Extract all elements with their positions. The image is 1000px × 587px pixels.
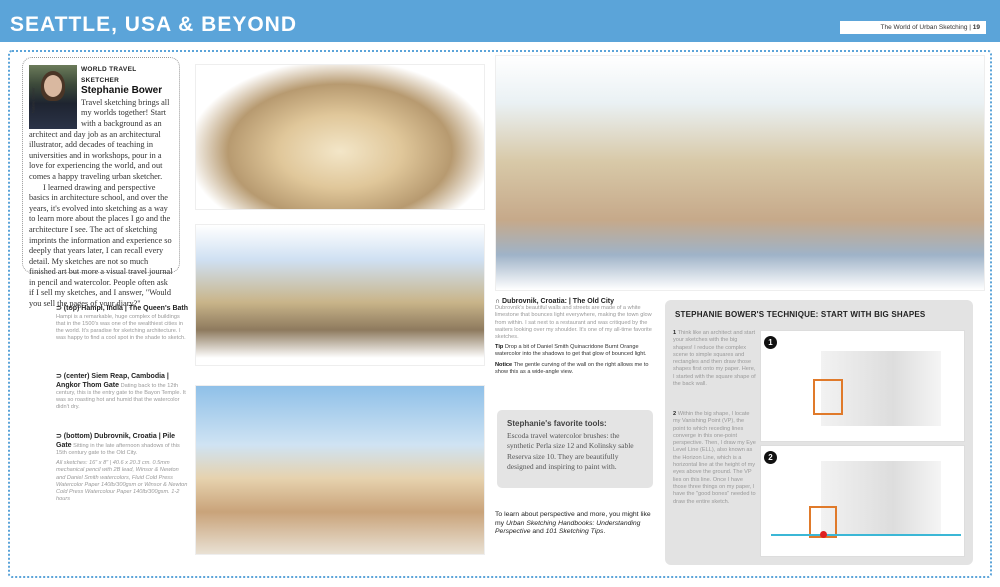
bio-paragraph: I learned drawing and perspective basics in architecture school, and over the years, it's evolved into sketching as a way to learn more about the places I go and the architecture I see. The act of sketching imprints the information and experience so deeply that years later, I can recall every detail. My sketches are not so much finished art but more a visual travel journal in pencil and watercolor. People often ask if I sell my sketches, and I answer, "Would you sell the pages of your diary?" <box>29 182 173 309</box>
technique-panel <box>665 300 973 565</box>
caption-bottom: ⊃ (bottom) Dubrovnik, Croatia | Pile Gate Sitting in the late afternoon shadows of this 15th century gate to the Old City. All sketches: 16" x 8" | 40.6 x 20.3 cm. 0.5mm mechanical pencil with 2B lead, Winsor & Newton and Daniel Smith watercolors, Fluid Cold Press Watercolor Paper 140lb/300gsm or Winsor & Newton Cold Press Watercolour Paper 140lb/300gsm. 1-2 hours <box>56 433 188 503</box>
step-2-sketch <box>760 445 965 557</box>
materials-note: All sketches: 16" x 8" | 40.6 x 20.3 cm. 0.5mm mechanical pencil with 2B lead, Winsor & Newton and Daniel Smith watercolors, Fluid Cold Press Watercolor Paper 140lb/300gsm or Winsor & Newton Cold Press Watercolour Paper 140lb/300gsm. 1-2 hours <box>56 460 188 503</box>
tools-heading: Stephanie's favorite tools: <box>507 419 607 428</box>
sketch-pile-gate <box>195 385 485 555</box>
sketch-old-city <box>495 55 985 291</box>
bio-paragraph: Travel sketching brings all my worlds together! Start with a background as an architect and day job as an architectural illustrator, add decades of teaching in universities and in workshops, pour in a love for experiencing the world, and out comes a happy traveling urban sketcher. <box>29 97 170 181</box>
main-caption <box>495 298 655 376</box>
technique-step-2: 2 Within the big shape, I locate my Vanishing Point (VP), the point to which receding lines converge in this one-point perspective. Then, I draw my Eye Level Line (ELL), also known as the Horizon Line, which is a horizontal line at the height of my eyes above the ground. The VP lies on this line. Once I have those three things on my paper, I have the "good bones" needed to draw the entire sketch. <box>673 411 756 505</box>
author-photo <box>29 65 77 129</box>
section-title: SEATTLE, USA & BEYOND <box>10 13 298 36</box>
technique-step-1: 1 Think like an architect and start your sketches with the big shapes! I reduce the complex scene to simple squares and rectangles and then draw those shapes first onto my paper. Here, I started with the square shape of the back wall. <box>673 330 756 388</box>
bio-box <box>22 57 180 309</box>
favorite-tools-box <box>497 410 653 488</box>
step-number-badge: 1 <box>764 336 777 349</box>
step-1-sketch <box>760 330 965 442</box>
book-title: The World of Urban Sketching <box>880 24 968 31</box>
page-number: 19 <box>972 24 980 31</box>
technique-title: STEPHANIE BOWER'S TECHNIQUE: START WITH BIG SHAPES <box>675 310 926 319</box>
author-name: Stephanie Bower <box>81 85 163 97</box>
step-number-badge: 2 <box>764 451 777 464</box>
main-caption-heading: ∩ Dubrovnik, Croatia: | The Old City <box>495 298 615 305</box>
tools-text: Escoda travel watercolor brushes: the synthetic Perla size 12 and Kolinsky sable Reserva size 10. They are beautifully designed and inspiring to paint with. <box>507 430 634 471</box>
folio: The World of Urban Sketching | 19 <box>840 21 986 34</box>
page-header <box>0 0 1000 42</box>
book-recommendation: To learn about perspective and more, you might like my Urban Sketching Handbooks: Understanding Perspective and 101 Sketching Tips. <box>495 511 651 535</box>
photo-credit: Natalie Dreher <box>30 87 36 114</box>
notice: Notice The gentle curving of the wall on the right allows me to show this as a wide-angle view. <box>495 361 649 375</box>
caption-top: ⊃ (top) Hampi, India | The Queen's Bath Hampi is a remarkable, huge complex of buildings that in the 1500's was one of the wealthiest cities in the world. It's paradise for sketching architecture. I was happy to find a cool spot in the shade to sketch. <box>56 305 188 342</box>
caption-center: ⊃ (center) Siem Reap, Cambodia | Angkor Thom Gate Dating back to the 12th century, this is the entry gate to the Bayon Temple. It was so roasting hot and humid that the watercolor didn't dry. <box>56 373 186 411</box>
tip: Tip Drop a bit of Daniel Smith Quinacridone Burnt Orange watercolor into the shadows to get that glow of bounced light. <box>495 344 647 358</box>
sketch-hampi <box>195 64 485 210</box>
bio-kicker: WORLD TRAVEL SKETCHER <box>81 66 137 84</box>
sketch-angkor <box>195 224 485 366</box>
main-caption-text: Dubrovnik's beautiful walls and streets are made of a white limestone that bounces light everywhere, making the town glow from within. I sat next to a restaurant and was critiqued by the waiters looking over my shoulder. It's one of my all-time favorite sketches. <box>495 305 652 341</box>
